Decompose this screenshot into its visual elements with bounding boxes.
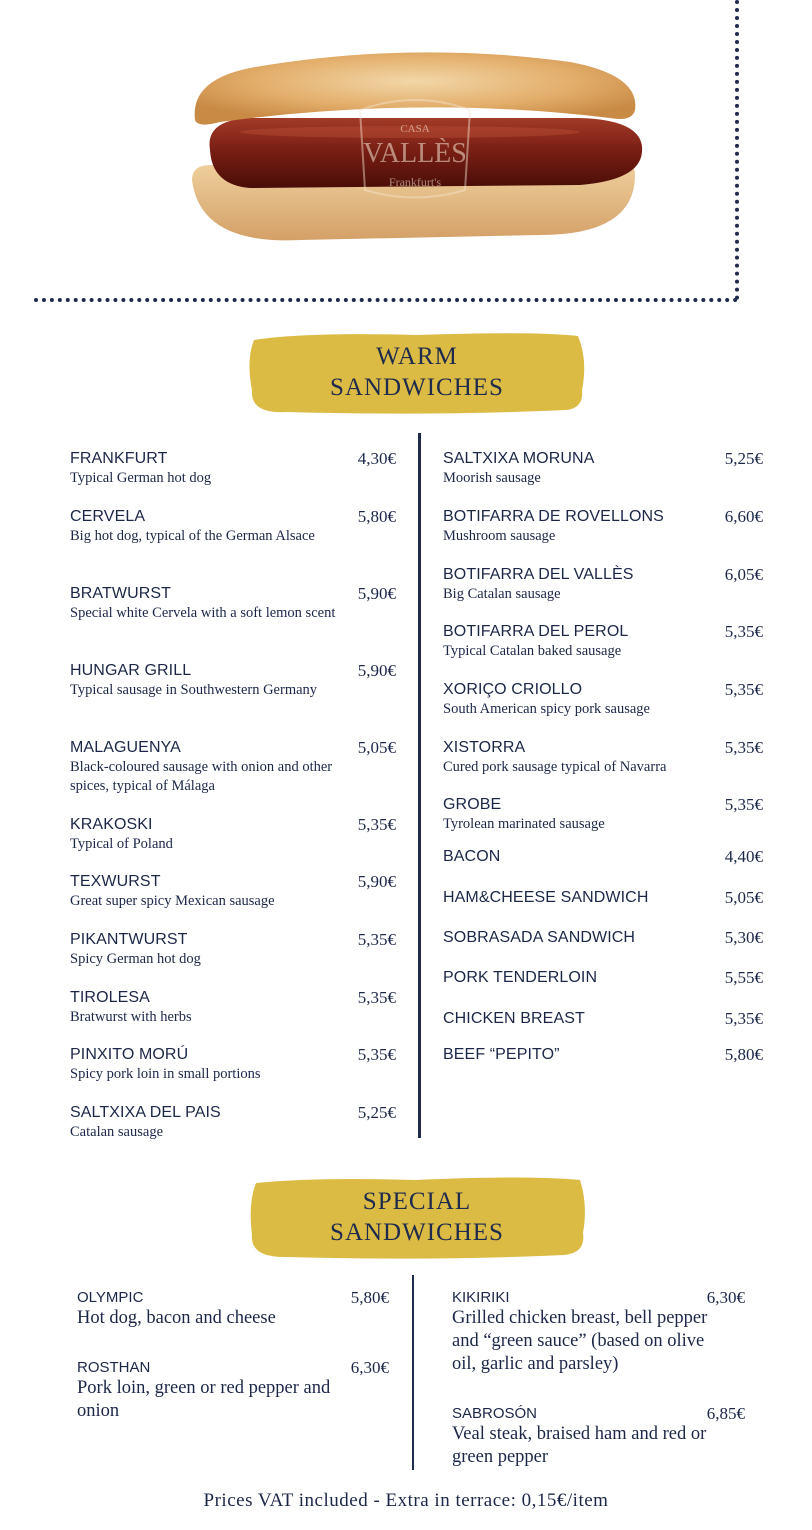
warm-left-item bbox=[70, 988, 396, 1027]
warm-right-item-name: GROBE bbox=[443, 796, 502, 813]
warm-left-item-description: Great super spicy Mexican sausage bbox=[70, 893, 275, 909]
warm-left-item-name: SALTXIXA DEL PAIS bbox=[70, 1104, 221, 1121]
warm-right-item-price: 5,30€ bbox=[724, 928, 763, 947]
warm-right-item-price: 5,55€ bbox=[724, 968, 763, 987]
warm-right-item-name: BEEF “PEPITO” bbox=[443, 1046, 560, 1063]
special-right-item-description: Grilled chicken breast, bell pepper and “green sauce” (based on olive oil, garlic and parsley) bbox=[452, 1308, 708, 1374]
warm-left-item-description: Typical sausage in Southwestern Germany bbox=[70, 682, 318, 698]
warm-column-divider bbox=[418, 433, 421, 1138]
warm-left-item-price: 5,35€ bbox=[357, 930, 396, 949]
warm-right-item-name: CHICKEN BREAST bbox=[443, 1010, 585, 1027]
special-right-item-price: 6,85€ bbox=[706, 1404, 745, 1423]
warm-right-item-description: South American spicy pork sausage bbox=[443, 701, 650, 717]
warm-left-item bbox=[70, 507, 396, 546]
warm-left-item-description: Typical German hot dog bbox=[70, 470, 212, 486]
warm-left-item bbox=[70, 1103, 396, 1142]
warm-right-item-name: SOBRASADA SANDWICH bbox=[443, 929, 636, 946]
warm-right-item bbox=[443, 738, 763, 777]
warm-right-item bbox=[443, 795, 763, 834]
warm-right-item-description: Moorish sausage bbox=[443, 470, 541, 486]
warm-right-item-name: BOTIFARRA DE ROVELLONS bbox=[443, 508, 664, 525]
special-left-item bbox=[77, 1358, 389, 1423]
warm-right-item-description: Big Catalan sausage bbox=[443, 586, 561, 602]
warm-right-item bbox=[443, 1009, 763, 1029]
warm-right-item bbox=[443, 622, 763, 661]
warm-left-item-description: Typical of Poland bbox=[70, 836, 173, 852]
warm-left-item-name: MALAGUENYA bbox=[70, 739, 181, 756]
warm-right-item-name: SALTXIXA MORUNA bbox=[443, 450, 595, 467]
warm-left-item-name: TIROLESA bbox=[70, 989, 150, 1006]
special-right-item-name: SABROSÓN bbox=[452, 1405, 538, 1422]
dotted-frame-horizontal bbox=[34, 298, 738, 302]
warm-right-item-name: HAM&CHEESE SANDWICH bbox=[443, 889, 649, 906]
warm-left-item-description: Spicy German hot dog bbox=[70, 951, 201, 967]
warm-title-line2: SANDWICHES bbox=[330, 374, 504, 401]
warm-right-item bbox=[443, 928, 763, 948]
warm-sandwiches-banner bbox=[246, 330, 588, 414]
warm-left-item-name: PIKANTWURST bbox=[70, 931, 188, 948]
warm-left-item-name: FRANKFURT bbox=[70, 450, 168, 467]
warm-right-item-price: 5,35€ bbox=[724, 622, 763, 641]
special-sandwiches-banner bbox=[246, 1175, 588, 1259]
warm-left-item-name: BRATWURST bbox=[70, 585, 172, 602]
warm-left-item-name: PINXITO MORÚ bbox=[70, 1046, 189, 1063]
warm-left-item bbox=[70, 449, 396, 488]
warm-right-item-description: Tyrolean marinated sausage bbox=[443, 816, 605, 832]
special-right-item-price: 6,30€ bbox=[706, 1288, 745, 1307]
special-left-item-name: ROSTHAN bbox=[77, 1359, 151, 1376]
special-right-item-name: KIKIRIKI bbox=[452, 1289, 510, 1306]
special-left-item-description: Pork loin, green or red pepper and onion bbox=[77, 1378, 331, 1421]
warm-left-item bbox=[70, 872, 396, 911]
warm-left-item bbox=[70, 738, 396, 796]
warm-left-item bbox=[70, 815, 396, 854]
warm-right-item-price: 5,35€ bbox=[724, 795, 763, 814]
warm-right-item bbox=[443, 968, 763, 988]
special-left-item bbox=[77, 1288, 389, 1330]
warm-right-item-price: 5,80€ bbox=[724, 1045, 763, 1064]
warm-right-item-name: BOTIFARRA DEL VALLÈS bbox=[443, 566, 634, 583]
warm-right-item bbox=[443, 565, 763, 604]
special-left-item-name: OLYMPIC bbox=[77, 1289, 144, 1306]
warm-right-item-description: Typical Catalan baked sausage bbox=[443, 643, 622, 659]
warm-right-item-price: 5,05€ bbox=[724, 888, 763, 907]
warm-left-item-description: Bratwurst with herbs bbox=[70, 1009, 192, 1025]
warm-left-item-price: 5,90€ bbox=[357, 872, 396, 891]
warm-right-item-name: BACON bbox=[443, 848, 501, 865]
warm-right-item-price: 4,40€ bbox=[724, 847, 763, 866]
special-right-item bbox=[452, 1404, 745, 1469]
warm-left-item-price: 5,80€ bbox=[357, 507, 396, 526]
warm-right-item bbox=[443, 507, 763, 546]
warm-right-item-price: 6,60€ bbox=[724, 507, 763, 526]
warm-left-item-price: 5,25€ bbox=[357, 1103, 396, 1122]
warm-right-item bbox=[443, 888, 763, 908]
warm-right-item-price: 5,35€ bbox=[724, 1009, 763, 1028]
warm-right-item-description: Cured pork sausage typical of Navarra bbox=[443, 759, 667, 775]
warm-left-item-price: 5,90€ bbox=[357, 584, 396, 603]
warm-left-item-name: HUNGAR GRILL bbox=[70, 662, 192, 679]
special-right-item bbox=[452, 1288, 745, 1376]
dotted-frame-vertical bbox=[735, 0, 739, 300]
special-left-item-price: 6,30€ bbox=[350, 1358, 389, 1377]
warm-left-item-description: Special white Cervela with a soft lemon scent bbox=[70, 605, 336, 621]
special-left-item-description: Hot dog, bacon and cheese bbox=[77, 1308, 276, 1328]
warm-left-item bbox=[70, 661, 396, 700]
special-title-line2: SANDWICHES bbox=[330, 1219, 504, 1246]
warm-left-item-price: 4,30€ bbox=[357, 449, 396, 468]
warm-right-item bbox=[443, 1045, 763, 1065]
special-right-item-description: Veal steak, braised ham and red or green pepper bbox=[452, 1424, 707, 1467]
warm-left-item-price: 5,35€ bbox=[357, 1045, 396, 1064]
warm-right-item bbox=[443, 449, 763, 488]
warm-left-item bbox=[70, 930, 396, 969]
warm-title-line1: WARM bbox=[376, 343, 458, 370]
warm-right-item-name: PORK TENDERLOIN bbox=[443, 969, 598, 986]
warm-right-item-price: 6,05€ bbox=[724, 565, 763, 584]
warm-right-item-description: Mushroom sausage bbox=[443, 528, 556, 544]
warm-right-item-name: XORIÇO CRIOLLO bbox=[443, 681, 583, 698]
warm-left-item-price: 5,05€ bbox=[357, 738, 396, 757]
warm-left-item-price: 5,90€ bbox=[357, 661, 396, 680]
warm-left-item bbox=[70, 1045, 396, 1084]
warm-right-item-name: XISTORRA bbox=[443, 739, 526, 756]
warm-left-item-price: 5,35€ bbox=[357, 815, 396, 834]
warm-right-item-price: 5,35€ bbox=[724, 680, 763, 699]
warm-right-item-price: 5,35€ bbox=[724, 738, 763, 757]
warm-left-item bbox=[70, 584, 396, 623]
warm-left-item-description: Black-coloured sausage with onion and other spices, typical of Málaga bbox=[70, 759, 333, 794]
logo-bottom-text: Frankfurt's bbox=[388, 175, 442, 189]
warm-left-item-description: Big hot dog, typical of the German Alsace bbox=[70, 528, 315, 544]
warm-right-item-price: 5,25€ bbox=[724, 449, 763, 468]
warm-right-item bbox=[443, 680, 763, 719]
special-left-item-price: 5,80€ bbox=[350, 1288, 389, 1307]
special-title-line1: SPECIAL bbox=[362, 1188, 472, 1215]
warm-left-item-description: Catalan sausage bbox=[70, 1124, 164, 1140]
logo-main-text: VALLÈS bbox=[363, 138, 467, 169]
warm-left-item-name: KRAKOSKI bbox=[70, 816, 153, 833]
warm-right-item bbox=[443, 847, 763, 867]
logo-top-text: CASA bbox=[400, 123, 430, 135]
warm-right-item-name: BOTIFARRA DEL PEROL bbox=[443, 623, 629, 640]
warm-left-item-name: TEXWURST bbox=[70, 873, 161, 890]
warm-left-item-description: Spicy pork loin in small portions bbox=[70, 1066, 261, 1082]
special-column-divider bbox=[412, 1275, 414, 1470]
warm-left-item-price: 5,35€ bbox=[357, 988, 396, 1007]
warm-left-item-name: CERVELA bbox=[70, 508, 146, 525]
hotdog-image bbox=[180, 40, 650, 250]
footer-note: Prices VAT included - Extra in terrace: 0,15€/item bbox=[203, 1490, 609, 1511]
